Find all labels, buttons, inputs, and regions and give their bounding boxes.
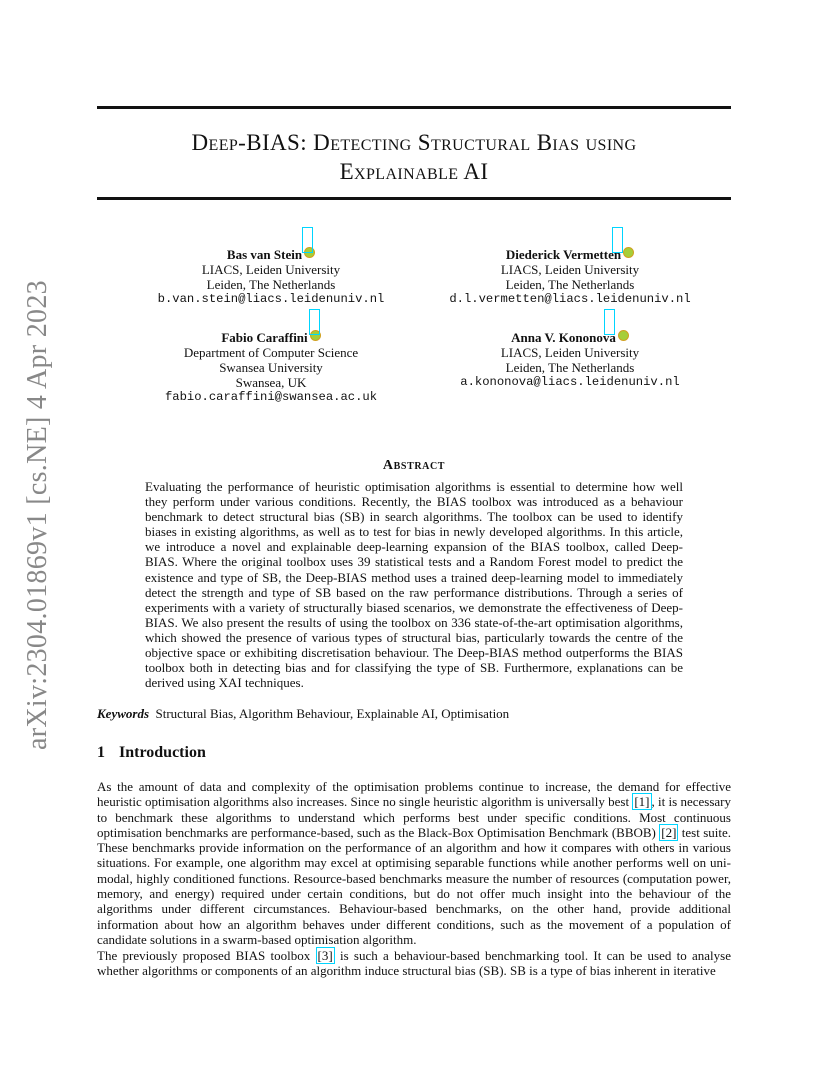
title-bottom-rule <box>97 197 731 200</box>
section-heading <box>97 744 206 762</box>
citation-link[interactable]: [3] <box>317 948 333 963</box>
citation-link[interactable]: [2] <box>661 824 677 840</box>
orcid-link-box[interactable] <box>604 309 615 335</box>
keywords <box>97 706 509 722</box>
paragraph-text: The previously proposed BIAS toolbox <box>97 948 316 963</box>
author-name: Diederick Vermetten <box>505 247 622 262</box>
author-block-1 <box>140 247 402 307</box>
author-block-3 <box>140 330 402 405</box>
title-line-1: Deep-BIAS: Detecting Structural Bias using <box>191 130 637 155</box>
title-line-2: Explainable AI <box>339 159 489 184</box>
orcid-icon[interactable] <box>623 247 634 258</box>
title-top-rule <box>97 106 731 109</box>
author-email[interactable]: a.kononova@liacs.leidenuniv.nl <box>460 375 680 389</box>
paragraph-text: As the amount of data and complexity of the optimisation problems continue to increase, the demand for effective heuristic optimisation algorithms also increases. Since no single heuristic algorithm is universally best <box>97 779 731 810</box>
author-location: Leiden, The Netherlands <box>505 277 635 292</box>
author-email[interactable]: fabio.caraffini@swansea.ac.uk <box>164 390 378 404</box>
author-affiliation: LIACS, Leiden University <box>201 262 341 277</box>
arxiv-sidebar-id[interactable]: arXiv:2304.01869v1 [cs.NE] 4 Apr 2023 <box>22 280 53 750</box>
keywords-text: Structural Bias, Algorithm Behaviour, Explainable AI, Optimisation <box>155 706 510 721</box>
paragraph-text: is such a behaviour-based benchmarking tool. It can be used to analyse whether algorithms or components of an algorithm induce structural bias (SB). SB is a type of bias inherent in iterative <box>97 948 732 979</box>
author-email[interactable]: b.van.stein@liacs.leidenuniv.nl <box>157 292 385 306</box>
paper-title <box>97 128 731 186</box>
orcid-link-box[interactable] <box>302 227 313 253</box>
author-location: Swansea University <box>219 360 323 375</box>
author-block-4 <box>425 330 715 390</box>
author-name: Fabio Caraffini <box>221 330 308 345</box>
author-location-2: Swansea, UK <box>235 375 307 390</box>
paragraph-text: test suite. These benchmarks provide information on the performance of an algorithm and how it compares with others in various situations. For example, one algorithm may excel at optimising separable functions while another performs well on uni-modal, highly conditioned functions. Resource-based benchmarks measure the number of resources (computation power, memory, and energy) required under certain conditions, but do not offer much insight into the behaviour of the algorithms under different circumstances. Behaviour-based benchmarks, on the other hand, provide additional information about how an algorithm behaves under different conditions, such as the movement of a population of candidate solutions in a swarm-based optimisation algorithm. <box>97 824 731 947</box>
author-affiliation: LIACS, Leiden University <box>500 262 640 277</box>
author-email[interactable]: d.l.vermetten@liacs.leidenuniv.nl <box>449 292 691 306</box>
author-block-2 <box>425 247 715 307</box>
intro-paragraph-2 <box>97 948 731 979</box>
author-affiliation: Department of Computer Science <box>183 345 359 360</box>
intro-paragraph-1 <box>97 779 731 947</box>
author-affiliation: LIACS, Leiden University <box>500 345 640 360</box>
paragraph-text: , it is necessary to benchmark these algorithms to understand which performs best under specific conditions. Most continuous optimisation benchmarks are performance-based, such as the Black-Box Optimisation Benchmark (BBOB) <box>97 794 731 840</box>
author-name: Bas van Stein <box>226 247 303 262</box>
orcid-link-box[interactable] <box>612 227 623 253</box>
abstract-heading: Abstract <box>382 458 446 473</box>
section-title: Introduction <box>119 744 206 761</box>
author-name: Anna V. Kononova <box>511 330 616 345</box>
author-location: Leiden, The Netherlands <box>505 360 635 375</box>
orcid-icon[interactable] <box>618 330 629 341</box>
keywords-label: Keywords <box>97 706 149 721</box>
orcid-link-box[interactable] <box>309 309 320 335</box>
abstract-text: Evaluating the performance of heuristic optimisation algorithms is essential to determine how well they perform under various conditions. Recently, the BIAS toolbox was introduced as a behaviour benchmark to detect structural bias (SB) in search algorithms. The toolbox can be used to identify biases in existing algorithms, as well as to test for bias in newly developed algorithms. In this article, we introduce a novel and explainable deep-learning expansion of the BIAS toolbox, called Deep-BIAS. Where the original toolbox uses 39 statistical tests and a Random Forest model to predict the existence and type of SB, the Deep-BIAS method uses a trained deep-learning model to immediately detect the strength and type of SB based on the raw performance distributions. Through a series of experiments with a variety of structurally biased scenarios, we demonstrate the effectiveness of Deep-BIAS. We also present the results of using the toolbox on 336 state-of-the-art optimisation algorithms, which showed the presence of various types of structural bias, particularly towards the centre of the objective space or exhibiting discretisation behaviour. The Deep-BIAS method outperforms the BIAS toolbox both in detecting bias and for classifying the type of SB. Furthermore, explanations can be derived using XAI techniques. <box>145 479 683 691</box>
author-location: Leiden, The Netherlands <box>206 277 336 292</box>
section-number: 1 <box>97 744 105 761</box>
citation-link[interactable]: [1] <box>634 794 650 810</box>
